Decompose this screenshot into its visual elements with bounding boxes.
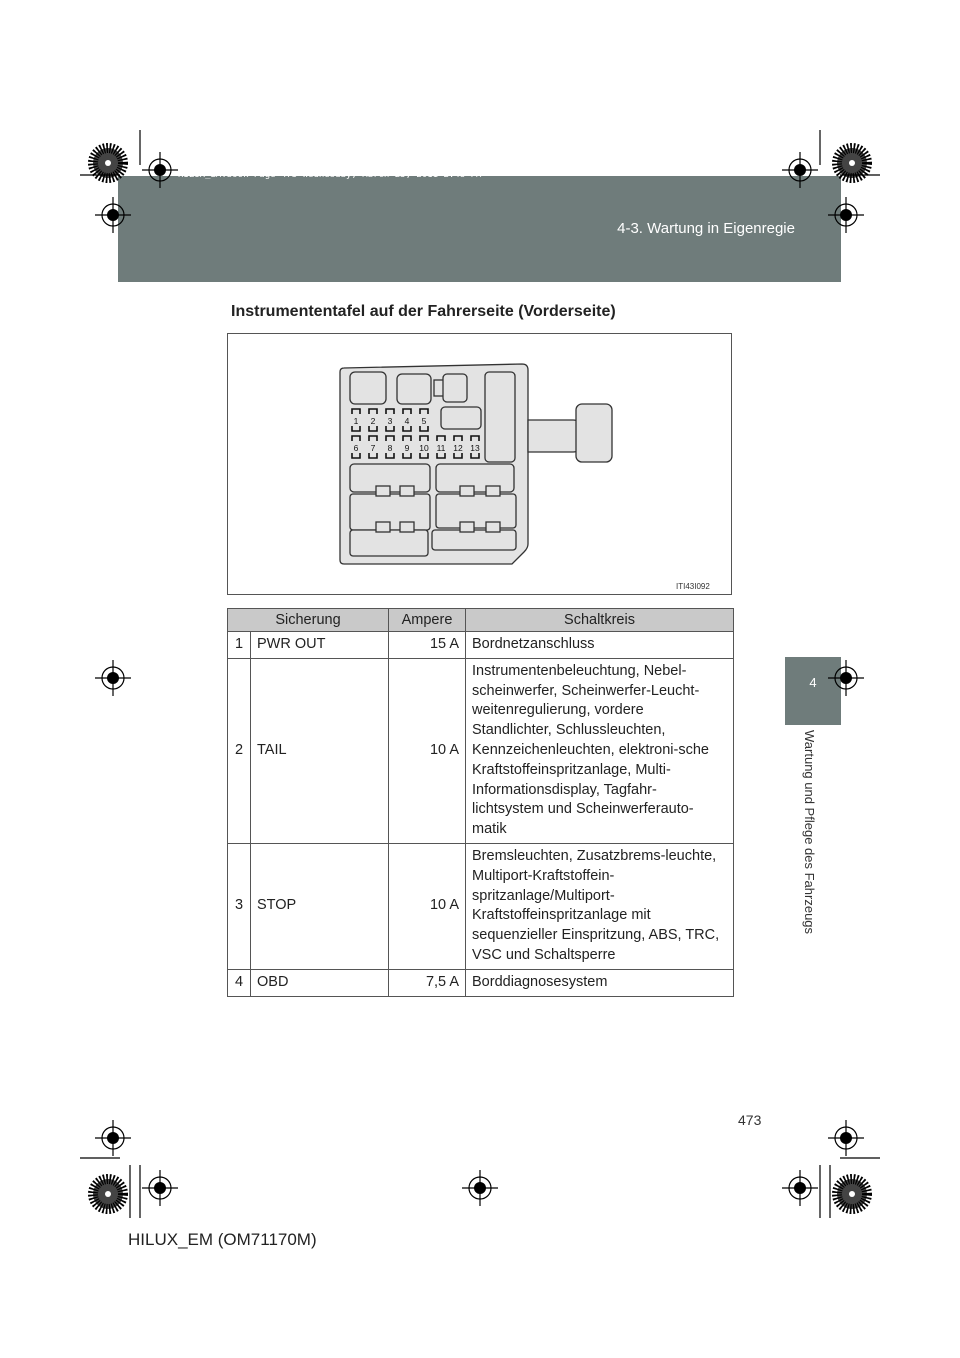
fuse-circuit: Bordnetzanschluss bbox=[466, 632, 734, 659]
diagram-image-code: ITI43I092 bbox=[676, 582, 710, 591]
fuse-ampere: 7,5 A bbox=[389, 969, 466, 996]
registration-mark-icon bbox=[828, 1120, 864, 1156]
registration-mark-icon bbox=[828, 197, 864, 233]
registration-mark-icon bbox=[95, 197, 131, 233]
crop-lines bbox=[80, 130, 880, 1218]
fuse-name: TAIL bbox=[251, 658, 389, 843]
fuse-circuit: Borddiagnosesystem bbox=[466, 969, 734, 996]
registration-mark-icon bbox=[95, 1120, 131, 1156]
fuse-number-label: 9 bbox=[404, 443, 410, 453]
fuse-ampere: 10 A bbox=[389, 843, 466, 969]
page-number: 473 bbox=[738, 1112, 762, 1128]
registration-mark-icon bbox=[142, 1170, 178, 1206]
fuse-number-label: 7 bbox=[370, 443, 376, 453]
fuse-circuit: Instrumentenbeleuchtung, Nebel-scheinwerfer, Scheinwerfer-Leucht-weitenregulierung, vordere Standlichter, Schlussleuchten, Kennzeichenleuchten, elektroni-sche Kraftstoffeinspritzanlage, Multi-Informationsdisplay, Tagfahr-lichtsystem und Scheinwerferauto-matik bbox=[466, 658, 734, 843]
color-target-icon bbox=[837, 1179, 867, 1209]
registration-mark-icon bbox=[142, 152, 178, 188]
fuse-name: PWR OUT bbox=[251, 632, 389, 659]
column-header-ampere: Ampere bbox=[389, 609, 466, 632]
color-target-icon bbox=[93, 148, 123, 178]
fuse-number-label: 2 bbox=[370, 416, 376, 426]
registration-mark-icon bbox=[828, 660, 864, 696]
registration-mark-icon bbox=[782, 1170, 818, 1206]
fuse-number: 4 bbox=[228, 969, 251, 996]
fuse-ampere: 15 A bbox=[389, 632, 466, 659]
fuse-number-label: 11 bbox=[436, 443, 446, 453]
fuse-ampere: 10 A bbox=[389, 658, 466, 843]
section-title: Instrumententafel auf der Fahrerseite (Vorderseite) bbox=[231, 303, 616, 320]
column-header-circuit: Schaltkreis bbox=[466, 609, 734, 632]
fuse-number-label: 6 bbox=[353, 443, 359, 453]
fuse-number-label: 4 bbox=[404, 416, 410, 426]
registration-mark-icon bbox=[462, 1170, 498, 1206]
registration-mark-icon bbox=[782, 152, 818, 188]
fuse-number-label: 13 bbox=[470, 443, 480, 453]
fuse-name: OBD bbox=[251, 969, 389, 996]
chapter-title: Wartung und Pflege des Fahrzeugs bbox=[802, 730, 817, 935]
chapter-number: 4 bbox=[809, 675, 817, 690]
fuse-number: 2 bbox=[228, 658, 251, 843]
color-target-icon bbox=[93, 1179, 123, 1209]
fuse-number-label: 5 bbox=[421, 416, 427, 426]
fuse-number-label: 12 bbox=[453, 443, 463, 453]
fuse-number-label: 8 bbox=[387, 443, 393, 453]
fuse-number: 3 bbox=[228, 843, 251, 969]
header-section-title: 4-3. Wartung in Eigenregie bbox=[617, 220, 795, 237]
fuse-name: STOP bbox=[251, 843, 389, 969]
fuse-number: 1 bbox=[228, 632, 251, 659]
footer-model-code: HILUX_EM (OM71170M) bbox=[128, 1230, 317, 1249]
color-target-icon bbox=[837, 148, 867, 178]
book-stamp: HILUX_EM.book Page 473 Wednesday, March 23, 2011 2:48 PM bbox=[178, 170, 482, 180]
column-header-fuse: Sicherung bbox=[228, 609, 389, 632]
fuse-number-label: 3 bbox=[387, 416, 393, 426]
fuse-number-label: 1 bbox=[353, 416, 359, 426]
fuse-circuit: Bremsleuchten, Zusatzbrems-leuchte, Multiport-Kraftstoffein-spritzanlage/Multiport-Kraftstoffeinspritzanlage mit sequenzieller Einspritzung, ABS, TRC, VSC und Schaltsperre bbox=[466, 843, 734, 969]
fuse-number-label: 10 bbox=[419, 443, 429, 453]
registration-mark-icon bbox=[95, 660, 131, 696]
